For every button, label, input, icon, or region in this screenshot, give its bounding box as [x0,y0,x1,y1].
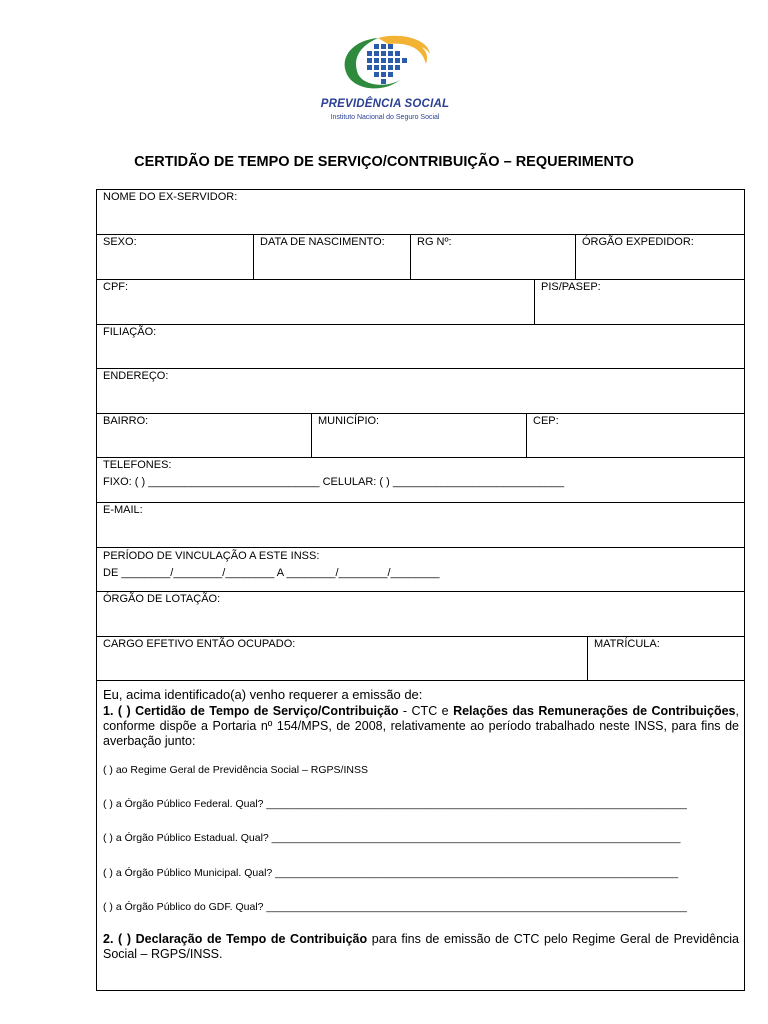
field-endereco[interactable] [97,369,744,413]
row-filiacao [97,325,744,369]
field-municipio[interactable] [311,414,526,457]
row-periodo [97,548,744,592]
field-email[interactable] [97,503,744,547]
label-email: E-MAIL: [103,504,143,516]
logo [318,34,452,126]
item2-bold: Declaração de Tempo de Contribuição [135,932,368,946]
item1-bold-relacoes: Relações das Remunerações de Contribuições [453,704,736,718]
field-orgao-expedidor[interactable] [575,235,744,279]
field-pis[interactable] [534,280,744,324]
logo-title: PREVIDÊNCIA SOCIAL [320,98,450,110]
row-cargo [97,637,744,681]
row-telefones [97,458,744,503]
field-nome[interactable] [97,190,744,234]
field-rg[interactable] [410,235,575,279]
field-telefones[interactable] [97,458,744,502]
label-cpf: CPF: [103,281,129,293]
row-nome [97,190,744,235]
option-federal[interactable]: ( ) a Órgão Público Federal. Qual? ________________________________________________________________________ [103,798,687,810]
label-nome: NOME DO EX-SERVIDOR: [103,191,238,203]
label-rg: RG Nº: [417,236,452,248]
row-cpf [97,280,744,325]
request-item-2 [103,932,739,962]
item1-bold-ctc: Certidão de Tempo de Serviço/Contribuição [135,704,399,718]
periodo-line: DE ________/________/________ A ________/________/________ [103,567,440,579]
option-estadual[interactable]: ( ) a Órgão Público Estadual. Qual? ______________________________________________________________________ [103,832,681,844]
field-orgao-lotacao[interactable] [97,592,744,636]
field-nascimento[interactable] [253,235,410,279]
field-filiacao[interactable] [97,325,744,368]
field-bairro[interactable] [97,414,311,457]
label-pis: PIS/PASEP: [541,281,601,293]
field-cep[interactable] [526,414,744,457]
row-localidade [97,414,744,458]
item1-text-1: - CTC e [398,704,454,718]
request-section [97,681,744,991]
label-matricula: MATRÍCULA: [594,638,660,650]
option-gdf[interactable]: ( ) a Órgão Público do GDF. Qual? ________________________________________________________________________ [103,901,687,913]
row-email [97,503,744,548]
label-cargo: CARGO EFETIVO ENTÃO OCUPADO: [103,638,296,650]
request-form [96,189,745,991]
row-endereco [97,369,744,414]
field-matricula[interactable] [587,637,744,680]
label-telefones: TELEFONES: [103,459,172,471]
option-municipal[interactable]: ( ) a Órgão Público Municipal. Qual? _____________________________________________________________________ [103,867,679,879]
label-orgao-expedidor: ÓRGÃO EXPEDIDOR: [582,236,694,248]
field-cargo[interactable] [97,637,587,680]
row-identificacao [97,235,744,280]
label-orgao-lotacao: ÓRGÃO DE LOTAÇÃO: [103,593,221,605]
item1-text-2: , conforme dispõe a Portaria nº 154/MPS, de 2008, relativamente ao período trabalhado neste INSS, para fins de averbação junto: [103,704,739,748]
option-rgps[interactable]: ( ) ao Regime Geral de Previdência Social – RGPS/INSS [103,764,368,776]
label-filiacao: FILIAÇÃO: [103,326,157,338]
item2-number[interactable]: 2. ( ) [103,932,136,946]
field-cpf[interactable] [97,280,534,324]
request-item-1 [103,704,739,749]
request-intro: Eu, acima identificado(a) venho requerer a emissão de: [103,687,423,702]
label-endereco: ENDEREÇO: [103,370,169,382]
label-cep: CEP: [533,415,559,427]
item2-text: para fins de emissão de CTC pelo Regime Geral de Previdência Social – RGPS/INSS. [103,932,739,961]
document-title: CERTIDÃO DE TEMPO DE SERVIÇO/CONTRIBUIÇÃO – REQUERIMENTO [134,154,634,170]
field-periodo[interactable] [97,548,744,591]
label-nascimento: DATA DE NASCIMENTO: [260,236,385,248]
label-bairro: BAIRRO: [103,415,149,427]
label-periodo: PERÍODO DE VINCULAÇÃO A ESTE INSS: [103,550,320,562]
logo-subtitle: Instituto Nacional do Seguro Social [330,114,440,121]
item1-number[interactable]: 1. ( ) [103,704,136,718]
label-sexo: SEXO: [103,236,137,248]
telefones-line: FIXO: ( ) ____________________________ CELULAR: ( ) ____________________________ [103,476,565,488]
row-orgao-lotacao [97,592,744,637]
field-sexo[interactable] [97,235,253,279]
previdencia-logo-icon [338,34,432,96]
label-municipio: MUNICÍPIO: [318,415,380,427]
